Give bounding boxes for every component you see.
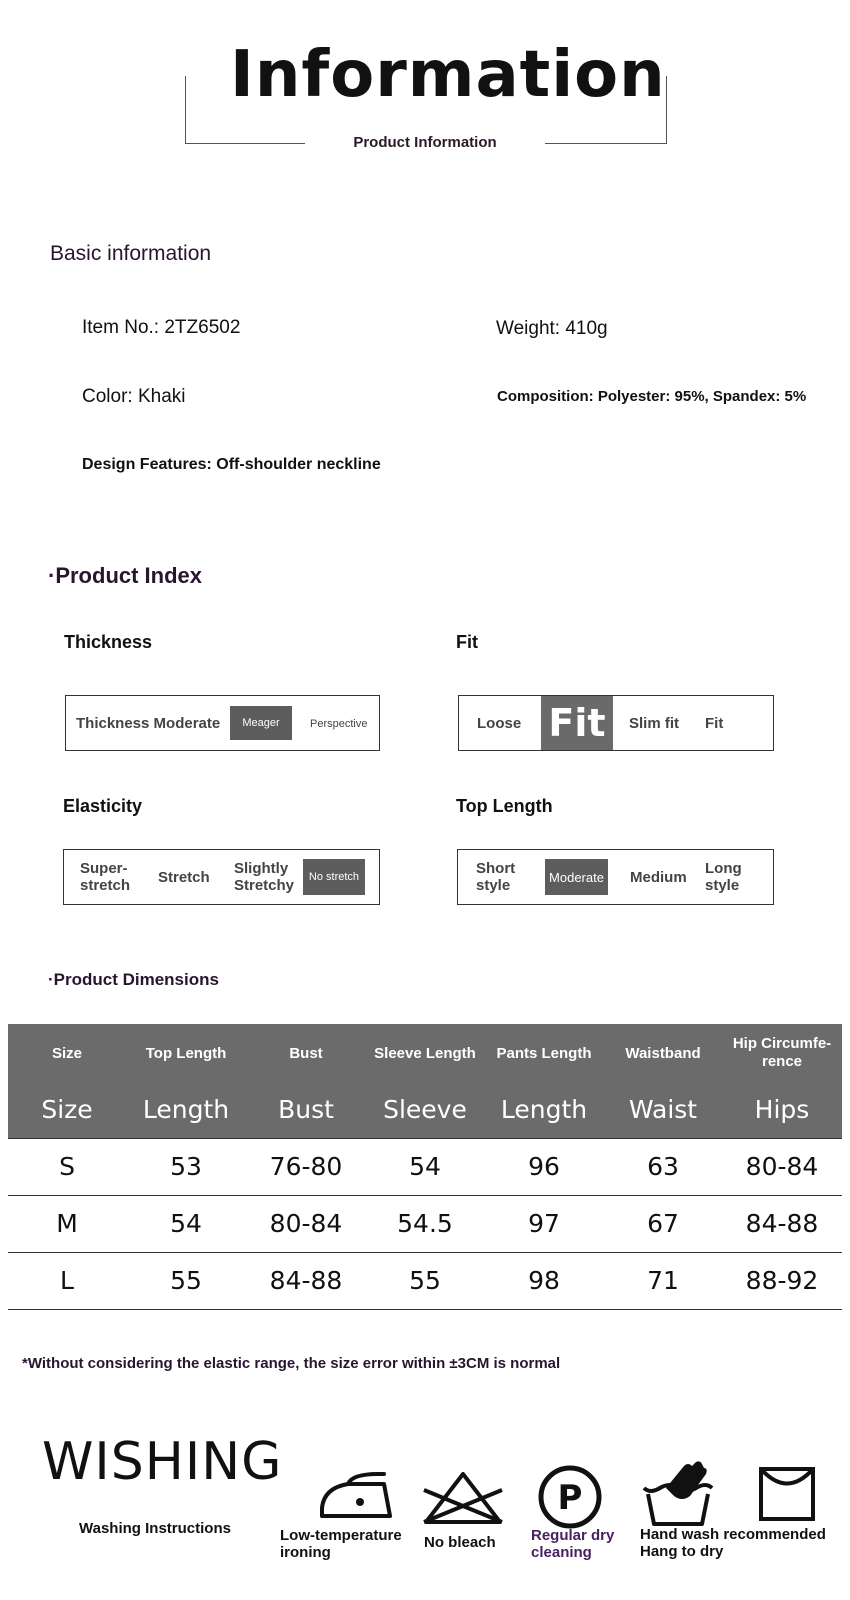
iron-label: Low-temperature ironing <box>280 1527 402 1561</box>
fit-label: Fit <box>456 632 478 652</box>
design-features: Design Features: Off-shoulder neckline <box>82 456 381 473</box>
thickness-scale <box>65 695 380 751</box>
dry-clean-icon <box>537 1464 603 1530</box>
table-subheader-cell: Bust <box>246 1082 366 1138</box>
table-cell: 55 <box>126 1252 246 1309</box>
hang-dry-icon <box>758 1466 816 1522</box>
product-index-title: ·Product Index <box>48 563 203 588</box>
table-subheader-cell: Sleeve <box>366 1082 484 1138</box>
table-cell: 96 <box>484 1138 604 1195</box>
header-subtitle: Product Information <box>305 128 545 158</box>
table-header-cell: Size <box>8 1024 126 1082</box>
top-length-option-medium: Medium <box>630 869 687 886</box>
elasticity-scale <box>63 849 380 905</box>
hand-wash-label: Hand wash recommended Hang to dry <box>640 1526 826 1560</box>
size-table <box>8 1024 842 1310</box>
header-title: Information <box>230 35 630 115</box>
washing-subtitle: Washing Instructions <box>79 1520 231 1537</box>
table-cell: 98 <box>484 1252 604 1309</box>
table-subheader-cell: Size <box>8 1082 126 1138</box>
table-cell: 84-88 <box>246 1252 366 1309</box>
composition: Composition: Polyester: 95%, Spandex: 5% <box>497 388 807 405</box>
table-header-cell: Top Length <box>126 1024 246 1082</box>
thickness-option-meager: Meager <box>230 706 292 740</box>
dry-clean-label: Regular dry cleaning <box>531 1527 615 1561</box>
item-number: Item No.: 2TZ6502 <box>82 317 241 338</box>
brand-wordmark: WISHING <box>42 1432 283 1492</box>
table-cell: 54 <box>126 1195 246 1252</box>
elasticity-option-stretch: Stretch <box>158 869 210 886</box>
thickness-option-moderate: Thickness Moderate <box>76 715 221 732</box>
table-row <box>8 1195 842 1252</box>
table-header-cell: Pants Length <box>484 1024 604 1082</box>
table-cell: 63 <box>604 1138 722 1195</box>
table-subheader-row <box>8 1082 842 1138</box>
table-cell: M <box>8 1195 126 1252</box>
table-cell: 84-88 <box>722 1195 842 1252</box>
fit-option-loose: Loose <box>477 715 522 732</box>
table-header-cell: Hip Circumfe- rence <box>722 1024 842 1082</box>
basic-info-title: Basic information <box>50 242 212 265</box>
table-cell: S <box>8 1138 126 1195</box>
table-row <box>8 1138 842 1195</box>
elasticity-option-super: Super- stretch <box>80 860 131 894</box>
elasticity-option-no-stretch: No stretch <box>303 859 365 895</box>
top-length-option-short: Short style <box>476 860 516 894</box>
table-cell: 54.5 <box>366 1195 484 1252</box>
fit-option-fit: Fit <box>705 715 724 732</box>
elasticity-option-slightly: Slightly Stretchy <box>234 860 295 894</box>
table-cell: 88-92 <box>722 1252 842 1309</box>
table-subheader-cell: Length <box>484 1082 604 1138</box>
product-dimensions-title: ·Product Dimensions <box>48 970 219 989</box>
top-length-option-long: Long style <box>705 860 742 894</box>
table-subheader-cell: Hips <box>722 1082 842 1138</box>
table-cell: 76-80 <box>246 1138 366 1195</box>
table-cell: 80-84 <box>246 1195 366 1252</box>
table-cell: 54 <box>366 1138 484 1195</box>
color: Color: Khaki <box>82 386 186 407</box>
weight: Weight: 410g <box>496 318 608 339</box>
no-bleach-icon <box>420 1468 506 1528</box>
thickness-label: Thickness <box>64 632 153 652</box>
svg-text:P: P <box>557 1478 583 1518</box>
size-note: *Without considering the elastic range, the size error within ±3CM is normal <box>22 1355 561 1372</box>
fit-scale <box>458 695 774 751</box>
iron-icon <box>318 1468 396 1520</box>
table-subheader-cell: Length <box>126 1082 246 1138</box>
table-cell: L <box>8 1252 126 1309</box>
table-row <box>8 1252 842 1309</box>
table-cell: 71 <box>604 1252 722 1309</box>
table-cell: 55 <box>366 1252 484 1309</box>
thickness-option-perspective: Perspective <box>310 718 368 730</box>
table-cell: 80-84 <box>722 1138 842 1195</box>
top-length-scale <box>457 849 774 905</box>
table-header-cell: Sleeve Length <box>366 1024 484 1082</box>
fit-option-slim: Slim fit <box>629 715 680 732</box>
hand-wash-icon <box>640 1458 716 1530</box>
table-cell: 67 <box>604 1195 722 1252</box>
table-cell: 97 <box>484 1195 604 1252</box>
fit-option-fit-selected: Fit <box>541 696 613 750</box>
no-bleach-label: No bleach <box>424 1534 496 1551</box>
table-subheader-cell: Waist <box>604 1082 722 1138</box>
top-length-label: Top Length <box>456 796 553 816</box>
table-header-row <box>8 1024 842 1082</box>
table-cell: 53 <box>126 1138 246 1195</box>
top-length-option-moderate: Moderate <box>545 859 608 895</box>
table-header-cell: Waistband <box>604 1024 722 1082</box>
elasticity-label: Elasticity <box>63 796 143 816</box>
table-header-cell: Bust <box>246 1024 366 1082</box>
